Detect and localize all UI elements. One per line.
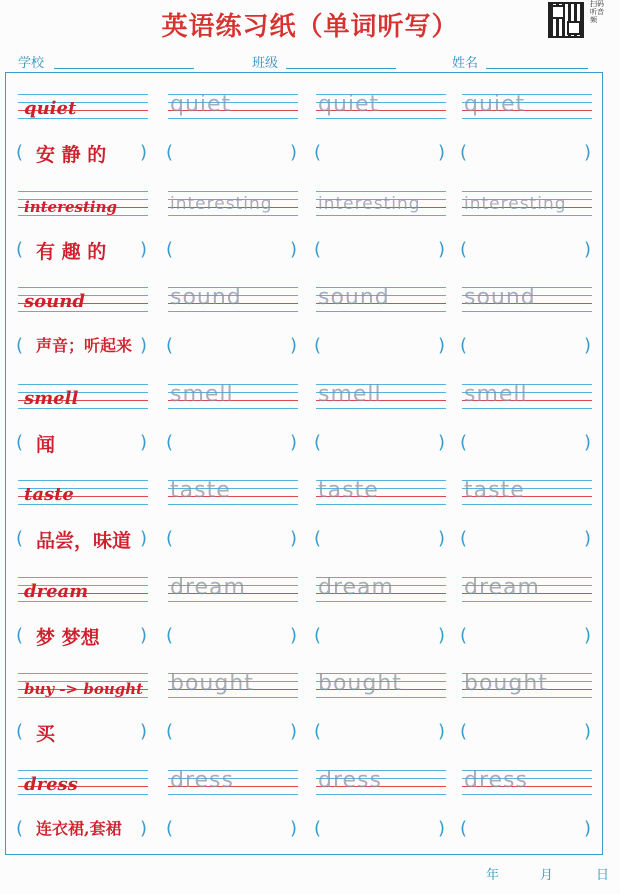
chinese-meaning: 安 静 的 xyxy=(36,144,107,166)
paren-open: ( xyxy=(460,721,468,742)
blue-guideline xyxy=(462,118,592,119)
paren-open: ( xyxy=(460,817,468,839)
dictation-attempt: sound xyxy=(170,285,242,310)
blue-guideline xyxy=(18,94,148,95)
paren-close: ) xyxy=(438,335,446,356)
dictation-attempt: dream xyxy=(170,574,246,600)
class-field xyxy=(252,52,278,71)
dictation-attempt: taste xyxy=(170,478,231,503)
blue-guideline xyxy=(18,673,148,674)
dictation-attempt: dress xyxy=(170,767,234,793)
class-blank xyxy=(286,68,396,69)
blue-guideline xyxy=(18,384,148,385)
school-label: 学校 xyxy=(18,56,45,71)
paren-close: ) xyxy=(584,142,592,163)
paren-close: ) xyxy=(140,238,148,260)
paren-close: ) xyxy=(438,142,446,163)
blue-guideline xyxy=(462,697,592,698)
dictation-attempt: taste xyxy=(464,478,525,503)
paren-close: ) xyxy=(290,624,298,646)
practice-cell[interactable] xyxy=(462,476,592,510)
paren-open: ( xyxy=(16,335,24,356)
paren-close: ) xyxy=(290,335,298,356)
english-word: sound xyxy=(24,291,85,312)
paren-close: ) xyxy=(290,721,298,742)
english-word: dress xyxy=(24,773,78,795)
blue-guideline xyxy=(18,287,148,288)
paren-close: ) xyxy=(290,817,298,839)
paren-close: ) xyxy=(140,528,148,549)
paren-close: ) xyxy=(140,335,148,356)
paren-open: ( xyxy=(460,142,468,163)
paren-open: ( xyxy=(314,142,322,163)
word-cell xyxy=(18,573,148,607)
english-word: dream xyxy=(24,580,89,602)
blue-guideline xyxy=(18,770,148,771)
chinese-meaning: 梦 梦想 xyxy=(36,626,100,649)
blue-guideline xyxy=(316,118,446,119)
paren-open: ( xyxy=(166,335,174,356)
dictation-attempt: bought xyxy=(170,671,254,696)
practice-cell[interactable] xyxy=(168,766,298,800)
dictation-attempt: quiet xyxy=(318,92,380,117)
practice-cell[interactable] xyxy=(168,573,298,607)
paren-open: ( xyxy=(314,238,322,260)
dictation-attempt: interesting xyxy=(464,193,567,214)
practice-cell[interactable] xyxy=(168,283,298,317)
blue-guideline xyxy=(462,191,592,192)
practice-cell[interactable] xyxy=(462,187,592,221)
blue-guideline xyxy=(462,504,592,505)
dictation-attempt: dress xyxy=(318,767,382,793)
dictation-attempt: sound xyxy=(464,285,536,310)
paren-open: ( xyxy=(314,817,322,839)
paren-open: ( xyxy=(166,624,174,646)
practice-cell[interactable] xyxy=(462,380,592,414)
blue-guideline xyxy=(168,118,298,119)
blue-guideline xyxy=(462,601,592,602)
paren-close: ) xyxy=(584,528,592,549)
english-word: quiet xyxy=(24,98,77,119)
practice-cell[interactable] xyxy=(168,476,298,510)
dictation-attempt: smell xyxy=(170,381,234,407)
paren-close: ) xyxy=(140,431,148,453)
paren-close: ) xyxy=(438,238,446,260)
blue-guideline xyxy=(18,480,148,481)
name-label: 姓名 xyxy=(452,56,479,71)
blue-guideline xyxy=(168,215,298,216)
english-word: smell xyxy=(24,387,79,409)
date-month: 月 xyxy=(540,868,554,883)
paren-open: ( xyxy=(16,431,24,453)
paren-close: ) xyxy=(584,817,592,839)
practice-cell[interactable] xyxy=(462,90,592,124)
chinese-meaning: 连衣裙,套裙 xyxy=(36,818,122,838)
paren-close: ) xyxy=(290,142,298,163)
paren-open: ( xyxy=(166,721,174,742)
blue-guideline xyxy=(168,191,298,192)
paren-close: ) xyxy=(140,817,148,839)
paren-close: ) xyxy=(584,431,592,453)
paren-open: ( xyxy=(16,817,24,839)
english-word: buy -> bought xyxy=(24,680,144,698)
school-field xyxy=(18,52,44,71)
dictation-attempt: smell xyxy=(318,381,382,407)
paren-open: ( xyxy=(166,238,174,260)
blue-guideline xyxy=(18,191,148,192)
paren-open: ( xyxy=(314,335,322,356)
blue-guideline xyxy=(168,601,298,602)
practice-cell[interactable] xyxy=(462,283,592,317)
blue-guideline xyxy=(316,408,446,409)
chinese-meaning: 品尝，味道 xyxy=(36,530,132,552)
date-day: 日 xyxy=(596,868,610,883)
word-cell xyxy=(18,283,148,317)
dictation-attempt: bought xyxy=(464,671,548,696)
dictation-attempt: interesting xyxy=(170,193,273,214)
dictation-attempt: sound xyxy=(318,285,390,310)
practice-cell[interactable] xyxy=(316,476,446,510)
paren-open: ( xyxy=(16,624,24,646)
chinese-meaning: 买 xyxy=(36,723,56,745)
page-title: 英语练习纸（单词听写） xyxy=(161,12,459,42)
dictation-attempt: quiet xyxy=(170,92,232,117)
word-cell xyxy=(18,380,148,414)
word-cell xyxy=(18,476,148,510)
paren-open: ( xyxy=(16,528,24,549)
practice-cell[interactable] xyxy=(316,283,446,317)
practice-cell[interactable] xyxy=(168,187,298,221)
paren-open: ( xyxy=(166,528,174,549)
paren-open: ( xyxy=(460,624,468,646)
paren-close: ) xyxy=(140,624,148,646)
blue-guideline xyxy=(316,601,446,602)
paren-close: ) xyxy=(438,528,446,549)
practice-cell[interactable] xyxy=(316,187,446,221)
paren-close: ) xyxy=(140,721,148,742)
practice-cell[interactable] xyxy=(168,380,298,414)
blue-guideline xyxy=(168,794,298,795)
paren-open: ( xyxy=(16,721,24,742)
blue-guideline xyxy=(168,504,298,505)
paren-close: ) xyxy=(438,817,446,839)
blue-guideline xyxy=(316,191,446,192)
paren-open: ( xyxy=(460,431,468,453)
paren-open: ( xyxy=(16,238,24,260)
date-year: 年 xyxy=(486,868,500,883)
name-field xyxy=(452,52,478,71)
dictation-attempt: bought xyxy=(318,671,402,696)
chinese-meaning: 有 趣 的 xyxy=(36,240,107,263)
blue-guideline xyxy=(168,311,298,312)
paren-open: ( xyxy=(166,431,174,453)
blue-guideline xyxy=(168,697,298,698)
paren-close: ) xyxy=(290,431,298,453)
dictation-attempt: taste xyxy=(318,478,379,503)
word-cell xyxy=(18,766,148,800)
practice-cell[interactable] xyxy=(462,573,592,607)
practice-cell[interactable] xyxy=(316,573,446,607)
paren-close: ) xyxy=(438,721,446,742)
blue-guideline xyxy=(462,311,592,312)
paren-open: ( xyxy=(460,528,468,549)
paren-close: ) xyxy=(290,528,298,549)
paren-close: ) xyxy=(140,142,148,163)
dictation-attempt: interesting xyxy=(318,193,421,214)
practice-cell[interactable] xyxy=(462,669,592,703)
paren-open: ( xyxy=(314,431,322,453)
paren-close: ) xyxy=(290,238,298,260)
blue-guideline xyxy=(462,794,592,795)
practice-cell[interactable] xyxy=(316,669,446,703)
paren-open: ( xyxy=(314,624,322,646)
blue-guideline xyxy=(316,697,446,698)
chinese-meaning: 闻 xyxy=(36,433,56,456)
chinese-meaning: 声音；听起来 xyxy=(36,336,133,355)
paren-open: ( xyxy=(460,238,468,260)
paren-open: ( xyxy=(314,721,322,742)
paren-close: ) xyxy=(584,721,592,742)
dictation-attempt: dream xyxy=(464,574,540,600)
name-blank xyxy=(486,68,588,69)
qr-code-icon[interactable] xyxy=(548,2,584,38)
dictation-attempt: dress xyxy=(464,767,528,793)
qr-code-label: 扫码听音频 xyxy=(590,0,604,24)
dictation-attempt: quiet xyxy=(464,92,526,117)
paren-open: ( xyxy=(460,335,468,356)
paren-close: ) xyxy=(438,431,446,453)
paren-close: ) xyxy=(584,624,592,646)
dictation-attempt: smell xyxy=(464,381,528,407)
blue-guideline xyxy=(316,311,446,312)
blue-guideline xyxy=(462,408,592,409)
blue-guideline xyxy=(168,408,298,409)
dictation-attempt: dream xyxy=(318,574,394,600)
paren-open: ( xyxy=(314,528,322,549)
word-cell xyxy=(18,90,148,124)
practice-cell[interactable] xyxy=(316,380,446,414)
practice-cell[interactable] xyxy=(316,766,446,800)
class-label: 班级 xyxy=(252,56,279,71)
practice-cell[interactable] xyxy=(168,90,298,124)
english-word: taste xyxy=(24,484,74,505)
paren-close: ) xyxy=(584,238,592,260)
practice-cell[interactable] xyxy=(168,669,298,703)
blue-guideline xyxy=(316,215,446,216)
practice-cell[interactable] xyxy=(462,766,592,800)
paren-open: ( xyxy=(166,817,174,839)
word-cell xyxy=(18,669,148,703)
blue-guideline xyxy=(316,504,446,505)
school-blank xyxy=(54,68,194,69)
blue-guideline xyxy=(18,577,148,578)
blue-guideline xyxy=(462,215,592,216)
paren-open: ( xyxy=(16,142,24,163)
paren-open: ( xyxy=(166,142,174,163)
practice-cell[interactable] xyxy=(316,90,446,124)
english-word: interesting xyxy=(24,197,117,216)
blue-guideline xyxy=(316,794,446,795)
paren-close: ) xyxy=(438,624,446,646)
paren-close: ) xyxy=(584,335,592,356)
word-cell xyxy=(18,187,148,221)
